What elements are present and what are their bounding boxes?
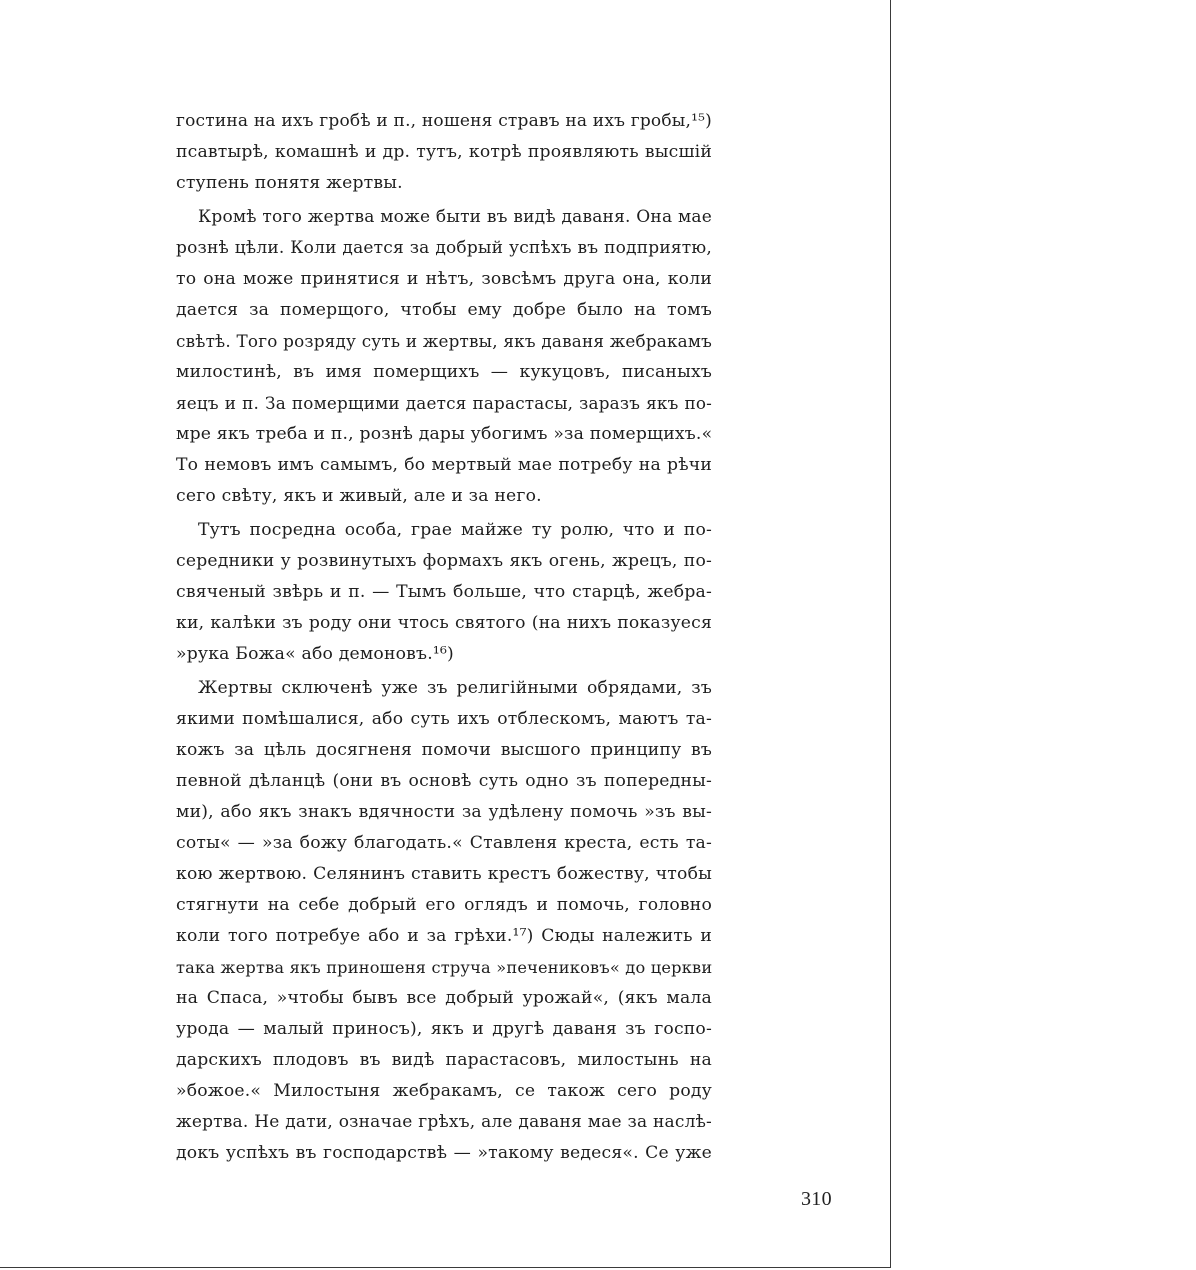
text-line: сего свѣту, якъ и живый, але и за него. (176, 486, 542, 506)
text-line: дарскихъ плодовъ въ видѣ парастасовъ, милостынь на (176, 1050, 712, 1070)
text-line: жертва. Не дати, означае грѣхъ, але даваня мае за наслѣ- (176, 1112, 712, 1132)
text-line: рознѣ цѣли. Коли дается за добрый успѣхъ въ подприятю, (176, 238, 712, 258)
text-line: »рука Божа« або демоновъ.¹⁶) (176, 644, 454, 664)
text-line: то она може принятися и нѣтъ, зовсѣмъ друга она, коли (176, 269, 712, 289)
text-line: соты« — »за божу благодать.« Ставленя креста, есть та- (176, 833, 712, 853)
text-line: ми), або якъ знакъ вдячности за удѣлену помочь »зъ вы- (176, 802, 712, 822)
text-line: Тутъ посредна особа, грае майже ту ролю, что и по- (198, 520, 712, 540)
text-line: ки, калѣки зъ роду они чтось святого (на нихъ показуеся (176, 613, 712, 633)
text-line: »божое.« Милостыня жебракамъ, се також сего роду (176, 1081, 712, 1101)
text-line: свяченый звѣрь и п. — Тымъ больше, что старцѣ, жебра- (176, 582, 712, 602)
text-line: кожъ за цѣль досягненя помочи высшого принципу въ (176, 740, 712, 760)
text-line: така жертва якъ приношеня струча »печениковъ« до церкви (176, 958, 713, 977)
text-line: яецъ и п. За померщими дается парастасы, заразъ якъ по- (176, 393, 712, 413)
text-line: свѣтѣ. Того розряду суть и жертвы, якъ даваня жебракамъ (176, 331, 712, 351)
page-number: 310 (801, 1188, 832, 1210)
text-line: псавтырѣ, комашнѣ и др. тутъ, котрѣ проявляють высшій (176, 142, 712, 162)
text-line: докъ успѣхъ въ господарствѣ — »такому ведеся«. Се уже (176, 1143, 712, 1163)
text-line: ступень понятя жертвы. (176, 173, 403, 193)
text-line: дается за померщого, чтобы ему добре было на томъ (176, 300, 712, 320)
text-line: на Спаса, »чтобы бывъ все добрый урожай«, (якъ мала (176, 988, 712, 1008)
text-line: мре якъ треба и п., рознѣ дары убогимъ »за померщихъ.« (176, 424, 713, 444)
text-line: якими помѣшалися, або суть ихъ отблескомъ, маютъ та- (176, 709, 712, 729)
text-line: урода — малый приносъ), якъ и другѣ даваня зъ госпо- (176, 1019, 712, 1039)
text-line: милостинѣ, въ имя померщихъ — кукуцовъ, писаныхъ (176, 362, 712, 382)
paragraph-2 (176, 202, 712, 512)
paragraph-3 (176, 515, 712, 670)
text-line: Кромѣ того жертва може быти въ видѣ даваня. Она мае (198, 207, 712, 227)
body-text (176, 106, 712, 1169)
text-line: певной дѣланцѣ (они въ основѣ суть одно зъ попередны- (176, 771, 712, 791)
text-line: Жертвы сключенѣ уже зъ религійными обрядами, зъ (198, 678, 712, 698)
paragraph-1 (176, 106, 712, 199)
text-line: коли того потребуе або и за грѣхи.¹⁷) Сюды належить и (176, 926, 712, 946)
text-line: середники у розвинутыхъ формахъ якъ огень, жрецъ, по- (176, 551, 712, 571)
text-line: кою жертвою. Селянинъ ставить крестъ божеству, чтобы (176, 864, 712, 884)
text-line: То немовъ имъ самымъ, бо мертвый мае потребу на рѣчи (176, 455, 712, 475)
text-line: гостина на ихъ гробѣ и п., ношеня стравъ на ихъ гробы,¹⁵) (176, 111, 712, 131)
paragraph-4 (176, 673, 712, 1169)
text-line: стягнути на себе добрый его оглядъ и помочь, головно (176, 895, 712, 915)
